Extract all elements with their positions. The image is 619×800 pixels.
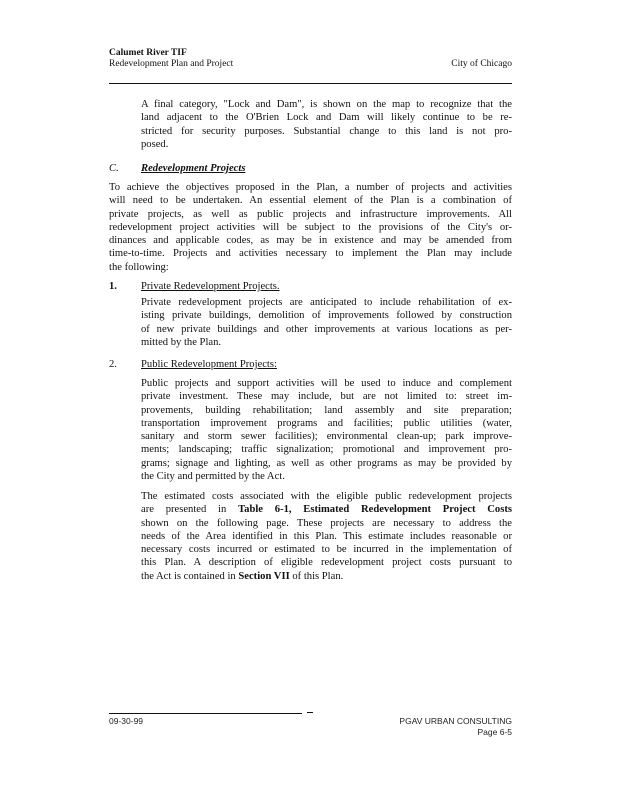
item-2-number: 2. (109, 359, 117, 370)
text-line: To achieve the objectives proposed in the Plan, a number of projects and activities (109, 182, 512, 193)
costs-line: needs of the Area identified in this Plan. This estimate includes reasonable or (141, 530, 512, 542)
footer-firm: PGAV URBAN CONSULTING (399, 716, 512, 726)
text-line: Private redevelopment projects are anticipated to include rehabilitation of ex- (141, 297, 512, 308)
text-line: sanitary and storm sewer facilities); environmental clean-up; park improve- (141, 431, 512, 443)
header-title-line1: Calumet River TIF (109, 48, 187, 58)
table-reference: Table 6-1, Estimated Redevelopment Project Costs (238, 504, 512, 516)
text-line: isting private buildings, demolition of improvements followed by construction (141, 310, 512, 322)
text-line: provements, building rehabilitation; land assembly and site preparation; (141, 404, 512, 416)
intro-paragraph (141, 98, 512, 151)
costs-line: this Plan. A description of eligible redevelopment project costs pursuant to (141, 557, 512, 569)
section-reference: Section VII (238, 570, 290, 582)
text-line: A final category, "Lock and Dam", is shown on the map to recognize that the (141, 99, 512, 110)
footer-dash (307, 712, 313, 713)
header-rule (109, 83, 512, 84)
costs-line (141, 503, 512, 516)
item-2-title: Public Redevelopment Projects: (141, 359, 277, 370)
header-city: City of Chicago (451, 59, 512, 69)
text-line: transportation improvement programs and facilities; public utilities (water, (141, 417, 512, 429)
header-title-line2: Redevelopment Plan and Project (109, 59, 234, 69)
costs-text: are presented in (141, 504, 239, 516)
text-line: ments; landscaping; traffic signalization; promotional and improvement pro- (141, 444, 512, 456)
footer-rule (109, 713, 302, 714)
text-line: redevelopment project activities will be subject to the provisions of the City's or- (109, 221, 512, 233)
text-line: the following: (109, 261, 169, 273)
text-line: Public projects and support activities will be used to induce and complement (141, 378, 512, 389)
text-line: stricted for security purposes. Substantial change to this land is not pro- (141, 125, 512, 137)
costs-line (141, 570, 512, 583)
costs-line: The estimated costs associated with the eligible public redevelopment projects (141, 491, 512, 502)
costs-paragraph (141, 490, 512, 583)
text-line: dinances and applicable codes, as may be in existence and may be amended from (109, 235, 512, 247)
text-line: time-to-time. Projects and activities necessary to implement the Plan may include (109, 248, 512, 260)
text-line: will need to be undertaken. An essential element of the Plan is a combination of (109, 195, 512, 207)
text-line: grams; signage and lighting, as well as other programs as may be provided by (141, 457, 512, 469)
costs-line: shown on the following page. These projects are necessary to address the (141, 517, 512, 529)
text-line: posed. (141, 138, 169, 150)
text-line: the City and permitted by the Act. (141, 471, 285, 483)
text-line: private projects, as well as public projects and infrastructure improvements. All (109, 208, 512, 220)
costs-line: necessary costs incurred or estimated to be incurred in the implementation of (141, 544, 512, 556)
text-line: of new private buildings and other improvements at various locations as per- (141, 323, 512, 335)
item-2-paragraph (141, 377, 512, 483)
section-title: Redevelopment Projects (141, 163, 246, 174)
text-line: private investment. These may include, but are not limited to: street im- (141, 391, 512, 403)
item-1-title: Private Redevelopment Projects. (141, 281, 280, 292)
item-1-number: 1. (109, 281, 117, 292)
section-letter: C. (109, 163, 119, 174)
text-line: mitted by the Plan. (141, 336, 222, 348)
section-paragraph (109, 181, 512, 274)
item-1-paragraph (141, 296, 512, 349)
costs-text: the Act is contained in (141, 570, 239, 582)
footer-date: 09-30-99 (109, 716, 144, 726)
footer-page-number: Page 6-5 (477, 727, 512, 737)
costs-text: of this Plan. (289, 570, 344, 582)
text-line: land adjacent to the O'Brien Lock and Dam will likely continue to be re- (141, 112, 512, 124)
